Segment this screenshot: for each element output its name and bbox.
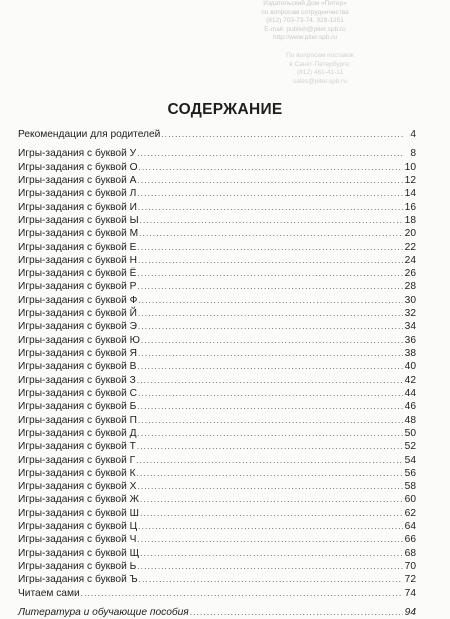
bleed-line: (812) 703-73-74, 328-1251 bbox=[266, 17, 344, 24]
toc-entry[interactable] bbox=[18, 128, 416, 141]
toc-entry[interactable] bbox=[18, 414, 416, 427]
toc-entry[interactable] bbox=[18, 347, 416, 360]
toc-entry[interactable] bbox=[18, 507, 416, 520]
dot-leader bbox=[138, 307, 403, 320]
toc-entry[interactable] bbox=[18, 387, 416, 400]
toc-entry-label: Игры-задания с буквой Э bbox=[18, 321, 137, 333]
toc-entry[interactable] bbox=[18, 440, 416, 453]
toc-entry-page-number: 72 bbox=[404, 574, 416, 586]
toc-entry-page-number: 4 bbox=[410, 129, 416, 140]
toc-entry-label: Игры-задания с буквой Б bbox=[18, 401, 137, 413]
toc-entry-page-number: 94 bbox=[404, 606, 416, 618]
toc-entry[interactable] bbox=[18, 320, 416, 333]
toc-entry-page-number: 74 bbox=[404, 587, 416, 599]
toc-entry-label: Игры-задания с буквой К bbox=[18, 467, 136, 479]
bleed-line: http://www.piter.spb.ru bbox=[273, 34, 337, 41]
toc-entry-page-number: 18 bbox=[404, 214, 416, 226]
dot-leader bbox=[137, 533, 403, 546]
bleedthrough-text-bottom bbox=[220, 52, 420, 86]
toc-entry-label: Игры-задания с буквой Ч bbox=[18, 534, 137, 546]
toc-entry-label: Игры-задания с буквой В bbox=[18, 361, 137, 373]
toc-entry-page-number: 40 bbox=[404, 361, 416, 373]
toc-entry-page-number: 64 bbox=[404, 521, 416, 533]
dot-leader bbox=[138, 347, 403, 360]
toc-entry[interactable] bbox=[18, 254, 416, 267]
toc-entry-label: Игры-задания с буквой Ц bbox=[18, 521, 138, 533]
toc-entry[interactable] bbox=[18, 547, 416, 560]
dot-leader bbox=[137, 560, 403, 573]
dot-leader bbox=[137, 360, 403, 373]
toc-entry-page-number: 26 bbox=[404, 268, 416, 280]
toc-entry[interactable] bbox=[18, 606, 416, 619]
toc-entry-label: Игры-задания с буквой Н bbox=[18, 254, 137, 266]
toc-entry-page-number: 46 bbox=[404, 401, 416, 413]
toc-entry-label: Игры-задания с буквой Ё bbox=[18, 268, 137, 280]
toc-entry-label: Игры-задания с буквой Ф bbox=[18, 294, 138, 306]
dot-leader bbox=[140, 547, 403, 560]
toc-entry[interactable] bbox=[18, 454, 416, 467]
toc-entry-page-number: 54 bbox=[404, 454, 416, 466]
dot-leader bbox=[138, 387, 403, 400]
dot-leader bbox=[139, 161, 403, 174]
bleed-line: По вопросам поставок bbox=[286, 52, 354, 59]
toc-entry-label: Игры-задания с буквой Ж bbox=[18, 494, 140, 506]
toc-entry-label: Игры-задания с буквой Л bbox=[18, 188, 137, 200]
toc-entry[interactable] bbox=[18, 147, 416, 160]
bleed-line: sales@piter.spb.ru bbox=[293, 77, 347, 85]
toc-entry-page-number: 30 bbox=[404, 294, 416, 306]
dot-leader bbox=[137, 400, 403, 413]
dot-leader bbox=[140, 507, 403, 520]
toc-entry[interactable] bbox=[18, 201, 416, 214]
toc-entry-page-number: 56 bbox=[404, 467, 416, 479]
toc-entry[interactable] bbox=[18, 427, 416, 440]
toc-entry[interactable] bbox=[18, 467, 416, 480]
dot-leader bbox=[161, 128, 403, 141]
toc-entry[interactable] bbox=[18, 307, 416, 320]
toc-entry[interactable] bbox=[18, 280, 416, 293]
toc-entry-page-number: 24 bbox=[404, 254, 416, 266]
bleed-line: Издательский Дом «Питер» bbox=[263, 0, 347, 7]
dot-leader bbox=[137, 480, 403, 493]
dot-leader bbox=[138, 294, 403, 307]
toc-entry-page-number: 52 bbox=[404, 441, 416, 453]
toc-entry[interactable] bbox=[18, 587, 416, 600]
dot-leader bbox=[139, 573, 403, 586]
toc-entry-page-number: 62 bbox=[404, 507, 416, 519]
toc-entry-label: Игры-задания с буквой Т bbox=[18, 441, 136, 453]
toc-entry-page-number: 20 bbox=[404, 228, 416, 240]
toc-entry-page-number: 12 bbox=[404, 174, 416, 186]
toc-entry-page-number: 8 bbox=[410, 148, 416, 160]
bleed-line: в Санкт-Петербурге: bbox=[289, 60, 351, 68]
dot-leader bbox=[137, 174, 403, 187]
toc-entry-page-number: 50 bbox=[404, 427, 416, 439]
toc-entry-page-number: 32 bbox=[404, 308, 416, 320]
toc-entry-page-number: 66 bbox=[404, 534, 416, 546]
toc-entry-label: Игры-задания с буквой Е bbox=[18, 241, 137, 253]
toc-entry-label: Игры-задания с буквой Я bbox=[18, 348, 137, 359]
page-title: СОДЕРЖАНИЕ bbox=[167, 101, 283, 118]
bleed-line: E-mail: publish@piter.spb.ru bbox=[264, 25, 346, 33]
dot-leader bbox=[137, 187, 403, 200]
toc-entry-label: Игры-задания с буквой Р bbox=[18, 281, 137, 293]
toc-entry-label: Игры-задания с буквой Г bbox=[18, 454, 136, 466]
toc-entry-page-number: 22 bbox=[404, 241, 416, 253]
toc-entry-label: Игры-задания с буквой Ы bbox=[18, 214, 139, 226]
toc-entry-page-number: 58 bbox=[404, 481, 416, 493]
toc-entry-page-number: 10 bbox=[404, 161, 416, 173]
toc-entry-label: Рекомендации для родителей bbox=[18, 129, 161, 140]
dot-leader bbox=[190, 606, 403, 619]
toc-entry[interactable] bbox=[18, 334, 416, 347]
toc-entry-page-number: 68 bbox=[404, 547, 416, 559]
dot-leader bbox=[81, 587, 403, 600]
toc-entry-label: Игры-задания с буквой Ъ bbox=[18, 574, 138, 586]
toc-entry-label: Игры-задания с буквой Й bbox=[18, 308, 137, 320]
toc-entry-page-number: 44 bbox=[404, 387, 416, 399]
bleed-line: по вопросам сотрудничества bbox=[261, 8, 349, 16]
toc-entry-label: Игры-задания с буквой О bbox=[18, 161, 138, 173]
toc-entry-page-number: 42 bbox=[404, 374, 416, 386]
dot-leader bbox=[141, 334, 403, 347]
toc-entry[interactable] bbox=[18, 161, 416, 174]
toc-entry-label: Игры-задания с буквой Ю bbox=[18, 334, 140, 346]
bleedthrough-text-top bbox=[185, 0, 425, 43]
toc-entry[interactable] bbox=[18, 493, 416, 506]
toc-entry[interactable] bbox=[18, 573, 416, 586]
toc-entry[interactable] bbox=[18, 480, 416, 493]
toc-entry-label: Игры-задания с буквой М bbox=[18, 228, 139, 240]
toc-entry[interactable] bbox=[18, 560, 416, 573]
toc-entry[interactable] bbox=[18, 400, 416, 413]
toc-entry-label: Игры-задания с буквой С bbox=[18, 387, 137, 399]
toc-entry[interactable] bbox=[18, 187, 416, 200]
dot-leader bbox=[137, 241, 403, 254]
toc-entry-label: Игры-задания с буквой А bbox=[18, 174, 137, 186]
toc-entry[interactable] bbox=[18, 214, 416, 227]
toc-entry-page-number: 14 bbox=[404, 188, 416, 200]
toc-entry-label: Игры-задания с буквой Ь bbox=[18, 561, 137, 572]
bleed-line: (812) 461-41-11 bbox=[296, 69, 344, 76]
dot-leader bbox=[137, 440, 403, 453]
dot-leader bbox=[138, 520, 403, 533]
dot-leader bbox=[140, 493, 403, 506]
dot-leader bbox=[137, 374, 403, 387]
dot-leader bbox=[138, 414, 403, 427]
toc-entry[interactable] bbox=[18, 360, 416, 373]
dot-leader bbox=[136, 454, 403, 467]
toc-entry[interactable] bbox=[18, 374, 416, 387]
dot-leader bbox=[137, 147, 403, 160]
dot-leader bbox=[139, 227, 403, 240]
toc-entry-page-number: 34 bbox=[404, 321, 416, 333]
toc-entry[interactable] bbox=[18, 241, 416, 254]
table-of-contents bbox=[18, 128, 416, 619]
toc-entry-label: Читаем сами bbox=[18, 587, 80, 599]
dot-leader bbox=[138, 201, 403, 214]
toc-entry[interactable] bbox=[18, 227, 416, 240]
toc-entry[interactable] bbox=[18, 520, 416, 533]
dot-leader bbox=[137, 467, 403, 480]
toc-entry-label: Игры-задания с буквой Х bbox=[18, 481, 137, 493]
toc-entry-label: Игры-задания с буквой Щ bbox=[18, 547, 140, 559]
toc-entry-page-number: 36 bbox=[404, 334, 416, 346]
toc-entry-label: Игры-задания с буквой И bbox=[18, 201, 137, 213]
toc-entry-label: Игры-задания с буквой П bbox=[18, 414, 137, 426]
dot-leader bbox=[138, 427, 404, 440]
dot-leader bbox=[140, 214, 403, 227]
toc-entry[interactable] bbox=[18, 174, 416, 187]
dot-leader bbox=[138, 254, 403, 267]
dot-leader bbox=[137, 267, 403, 280]
toc-entry-page-number: 70 bbox=[404, 561, 416, 572]
toc-entry-page-number: 48 bbox=[404, 414, 416, 426]
toc-entry-page-number: 60 bbox=[404, 494, 416, 506]
toc-entry-label: Игры-задания с буквой Ш bbox=[18, 507, 139, 519]
toc-entry[interactable] bbox=[18, 294, 416, 307]
toc-entry[interactable] bbox=[18, 533, 416, 546]
dot-leader bbox=[138, 320, 403, 333]
dot-leader bbox=[137, 280, 403, 293]
toc-entry-label: Игры-задания с буквой Д bbox=[18, 427, 137, 439]
toc-entry-label: Игры-задания с буквой З bbox=[18, 374, 136, 386]
toc-entry-label: Литература и обучающие пособия bbox=[18, 606, 189, 618]
toc-entry-label: Игры-задания с буквой У bbox=[18, 148, 137, 160]
toc-entry[interactable] bbox=[18, 267, 416, 280]
toc-entry-page-number: 16 bbox=[404, 201, 416, 213]
toc-entry-page-number: 38 bbox=[404, 348, 416, 359]
toc-entry-page-number: 28 bbox=[404, 281, 416, 293]
